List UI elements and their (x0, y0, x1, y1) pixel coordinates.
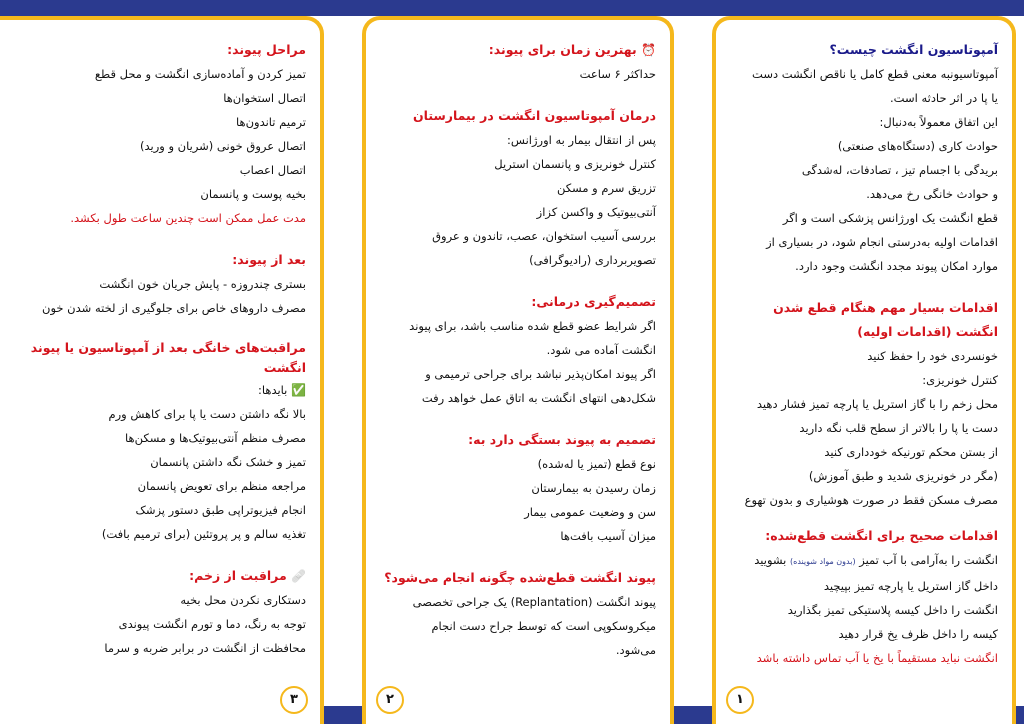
page-number-badge: ۱ (726, 686, 754, 714)
paragraph-line: اگر شرایط عضو قطع شده مناسب باشد، برای پیوند (409, 319, 656, 333)
list-item: دست یا پا را بالاتر از سطح قلب نگه دارید (799, 421, 998, 435)
list-item: بخیه پوست و پانسمان (200, 187, 306, 201)
check-icon: ✅ (291, 383, 306, 397)
list-item: تصویربرداری (رادیوگرافی) (529, 253, 656, 267)
paragraph-line: انگشت آماده می شود. (546, 343, 656, 357)
paragraph-line: اقدامات اولیه به‌درستی انجام شود، در بسیاری از (766, 235, 998, 249)
heading-after-transplant: بعد از پیوند: (232, 252, 306, 267)
list-item: انگشت را داخل کیسه پلاستیکی تمیز بگذارید (787, 603, 998, 617)
list-item: دستکاری نکردن محل بخیه (180, 593, 306, 607)
heading-wound-care-text: مراقبت از زخم: (189, 568, 287, 583)
must-label (18, 378, 306, 402)
paragraph-line: میکروسکوپی است که توسط جراح دست انجام (431, 619, 656, 633)
list-item: تغذیه سالم و پر پروتئین (برای ترمیم بافت) (101, 527, 306, 541)
paragraph-line: آمپوتاسیونبه معنی قطع کامل یا ناقص انگشت دست (752, 67, 998, 81)
heading-what-is-amputation: آمپوتاسیون انگشت چیست؟ (829, 42, 998, 57)
heading-transplant-steps: مراحل پیوند: (227, 42, 306, 57)
paragraph-line: می‌شود. (615, 643, 656, 657)
duration-note: مدت عمل ممکن است چندین ساعت طول بکشد. (70, 211, 306, 225)
list-item: آنتی‌بیوتیک و واکسن کزاز (536, 205, 656, 219)
list-item: مصرف منظم آنتی‌بیوتیک‌ها و مسکن‌ها (125, 431, 306, 445)
list-item: کیسه را داخل ظرف یخ قرار دهید (838, 627, 998, 641)
list-item: بررسی آسیب استخوان، عصب، تاندون و عروق (432, 229, 656, 243)
list-item: پس از انتقال بیمار به اورژانس: (507, 133, 656, 147)
paragraph-line: حداکثر ۶ ساعت (579, 67, 656, 81)
page-number-badge: ۲ (376, 686, 404, 714)
bandage-icon: 🩹 (291, 569, 306, 583)
paragraph-line: موارد امکان پیوند مجدد انگشت وجود دارد. (795, 259, 998, 273)
list-item: تزریق سرم و مسکن (556, 181, 656, 195)
paragraph-line: قطع انگشت یک اورژانس پزشکی است و اگر (782, 211, 998, 225)
heading-best-time (380, 38, 656, 62)
list-item: سن و وضعیت عمومی بیمار (524, 505, 656, 519)
list-item: تمیز کردن و آماده‌سازی انگشت و محل قطع (94, 67, 306, 81)
list-item: اتصال اعصاب (239, 163, 306, 177)
panel-2 (362, 16, 674, 724)
list-item: محل زخم را با گاز استریل یا پارچه تمیز فشار دهید (756, 397, 998, 411)
paragraph-line: این اتفاق معمولاً به‌دنبال: (879, 115, 998, 129)
list-item: اتصال استخوان‌ها (223, 91, 306, 105)
heading-treatment-decision: تصمیم‌گیری درمانی: (531, 294, 656, 309)
heading-hospital-treatment: درمان آمپوتاسیون انگشت در بیمارستان (412, 108, 656, 123)
panel-3 (0, 16, 324, 724)
list-item: محافظت از انگشت در برابر ضربه و سرما (104, 641, 306, 655)
list-item: توجه به رنگ، دما و تورم انگشت پیوندی (118, 617, 306, 631)
list-item: ترمیم تاندون‌ها (236, 115, 306, 129)
panel-3-content (18, 38, 306, 684)
panel-1 (712, 16, 1016, 724)
wash-text-a: انگشت را به‌آرامی با آب تمیز (859, 553, 998, 567)
heading-severed-finger-care: اقدامات صحیح برای انگشت قطع‌شده: (765, 528, 998, 543)
list-item: کنترل خونریزی: (922, 373, 998, 387)
heading-transplant-depends: تصمیم به پیوند بستگی دارد به: (468, 432, 656, 447)
list-item: بالا نگه داشتن دست یا پا برای کاهش ورم (108, 407, 306, 421)
list-item: مراجعه منظم برای تعویض پانسمان (137, 479, 306, 493)
list-item: مصرف داروهای خاص برای جلوگیری از لخته شدن خون (42, 301, 306, 315)
panel-1-content (730, 38, 998, 684)
list-item: اتصال عروق خونی (شریان و ورید) (139, 139, 306, 153)
paragraph-line: بریدگی با اجسام تیز ، تصادفات، له‌شدگی (801, 163, 998, 177)
list-item: میزان آسیب بافت‌ها (560, 529, 656, 543)
list-item: خونسردی خود را حفظ کنید (867, 349, 998, 363)
list-item: از بستن محکم تورنیکه خودداری کنید (824, 445, 998, 459)
heading-wound-care (18, 564, 306, 588)
paragraph-line: اگر پیوند امکان‌پذیر نباشد برای جراحی ترمیمی و (425, 367, 656, 381)
must-label-text: بایدها: (258, 383, 288, 397)
list-item: نوع قطع (تمیز یا له‌شده) (537, 457, 656, 471)
panel-2-content (380, 38, 656, 684)
paragraph-line: و حوادث خانگی رخ می‌دهد. (866, 187, 998, 201)
heading-home-care: مراقبت‌های خانگی بعد از آمپوتاسیون یا پیوند انگشت (30, 340, 306, 375)
top-frame (0, 0, 1024, 16)
list-item: مصرف مسکن فقط در صورت هوشیاری و بدون تهوع (744, 493, 998, 507)
heading-first-aid: اقدامات بسیار مهم هنگام قطع شدن انگشت (اقدامات اولیه) (773, 300, 998, 339)
list-item: انجام فیزیوتراپی طبق دستور پزشک (135, 503, 306, 517)
list-item-wash (730, 548, 998, 574)
list-item: تمیز و خشک نگه داشتن پانسمان (150, 455, 306, 469)
list-item: بستری چندروزه - پایش جریان خون انگشت (99, 277, 306, 291)
warning-text: انگشت نباید مستقیماً با یخ یا آب تماس داشته باشد (756, 651, 998, 665)
list-item: زمان رسیدن به بیمارستان (531, 481, 656, 495)
list-item: کنترل خونریزی و پانسمان استریل (494, 157, 656, 171)
list-item: (مگر در خونریزی شدید و طبق آموزش) (808, 469, 998, 483)
paragraph-line: یا پا در اثر حادثه است. (890, 91, 998, 105)
wash-text-note: (بدون مواد شوینده) (790, 557, 856, 566)
paragraph-line: پیوند انگشت (Replantation) یک جراحی تخصصی (412, 595, 656, 609)
paragraph-line: شکل‌دهی انتهای انگشت به اتاق عمل خواهد رفت (421, 391, 656, 405)
paragraph-line: حوادث کاری (دستگاه‌های صنعتی) (837, 139, 998, 153)
heading-best-time-text: بهترین زمان برای پیوند: (488, 42, 637, 57)
wash-text-b: بشویید (754, 553, 787, 567)
page-number-badge: ۳ (280, 686, 308, 714)
list-item: داخل گاز استریل یا پارچه تمیز بپیچید (823, 579, 998, 593)
heading-how-transplant: پیوند انگشت قطع‌شده چگونه انجام می‌شود؟ (384, 570, 656, 585)
alarm-clock-icon: ⏰ (641, 43, 656, 57)
